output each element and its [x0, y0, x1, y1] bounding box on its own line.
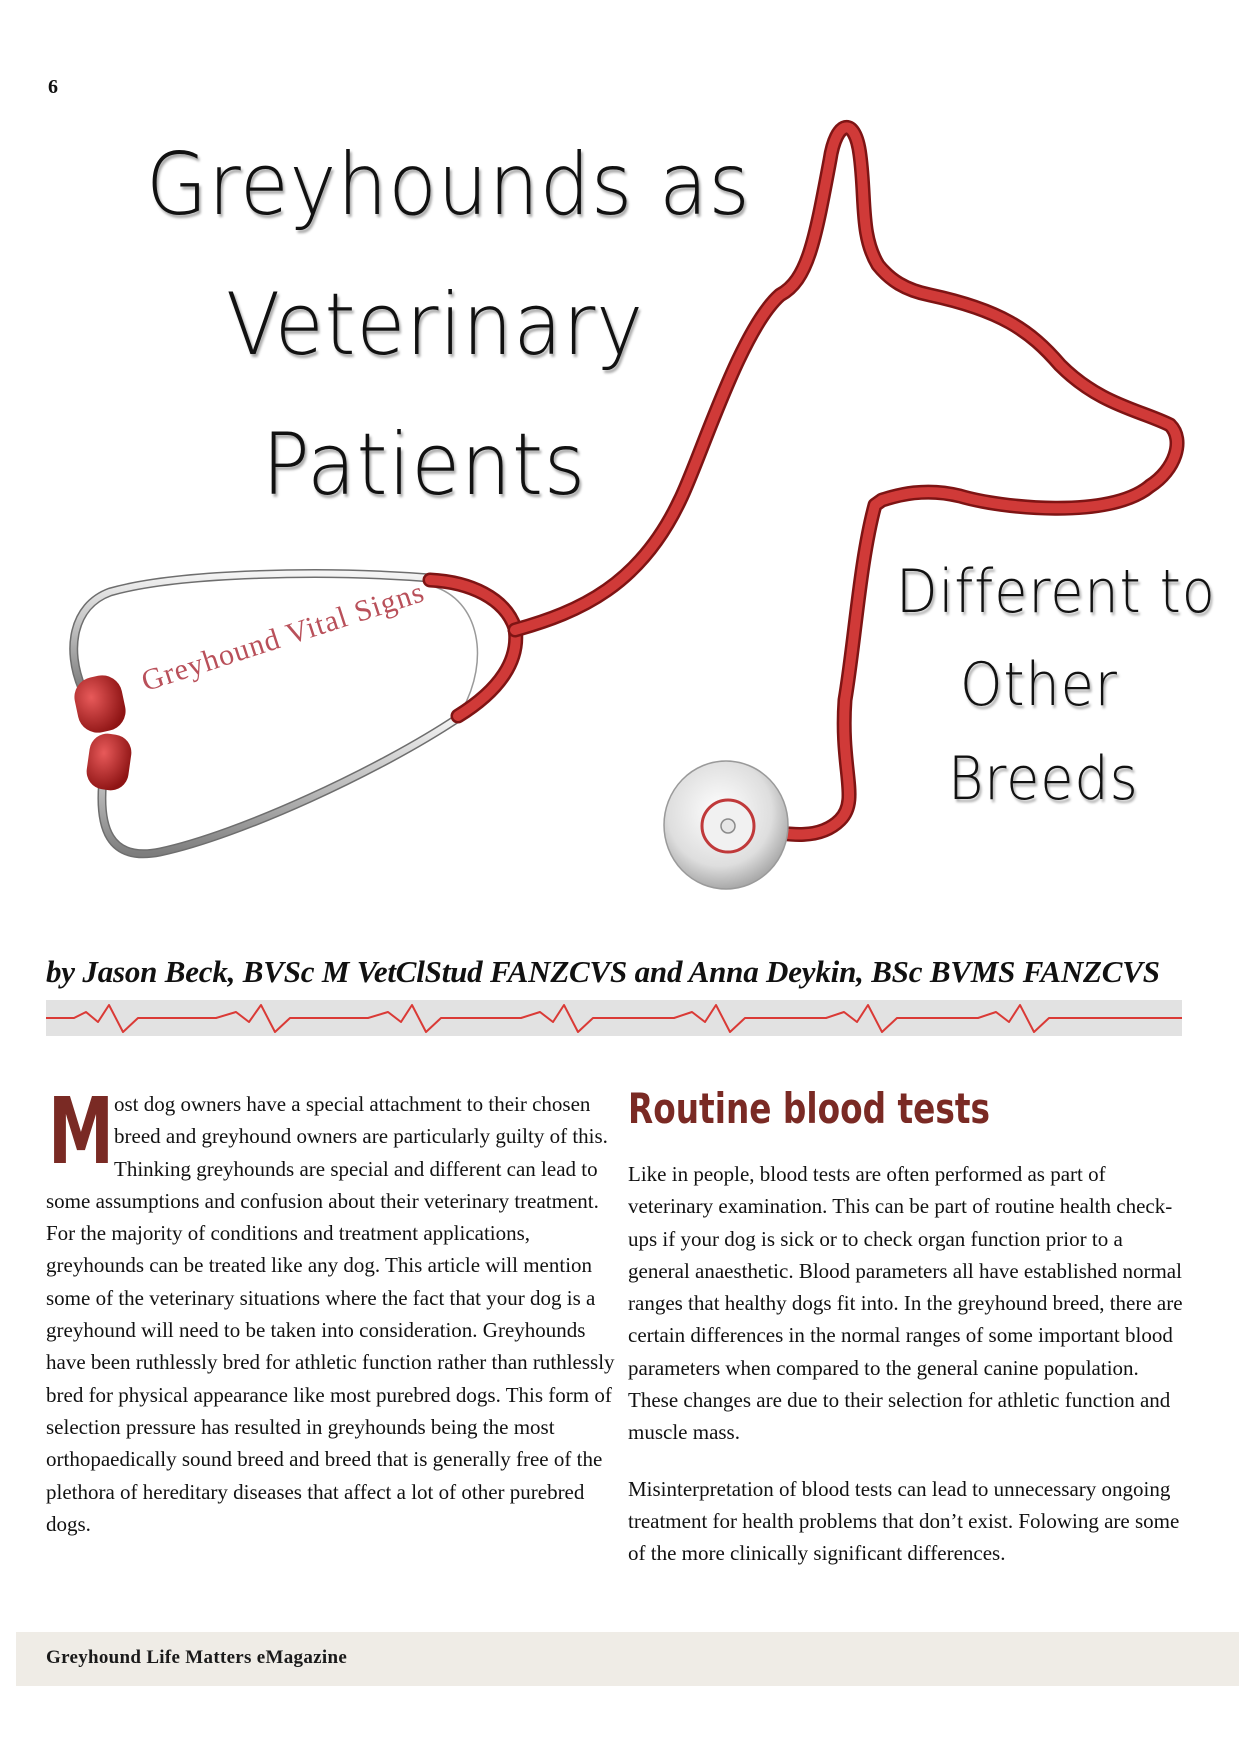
ekg-divider: [46, 1000, 1182, 1036]
binaural-tubes: [74, 574, 478, 854]
ear-tips: [71, 672, 134, 793]
page-number: 6: [48, 76, 58, 98]
body-paragraph: Misinterpretation of blood tests can lead to unnecessary ongoing treatment for health problems that don’t exist. Folowing are some of the more clinically significant differences.: [628, 1476, 1180, 1566]
subtitle-line-1: Different to: [896, 557, 1216, 627]
subtitle-line-2: Other: [960, 650, 1118, 720]
title-line-1: Greyhounds as: [146, 135, 751, 235]
left-column: [46, 1078, 616, 1540]
stethoscope-chest-piece: [664, 761, 788, 889]
magazine-name: Greyhound Life Matters eMagazine: [46, 1647, 348, 1668]
subtitle-line-3: Breeds: [948, 744, 1139, 814]
stethoscope-label: Greyhound Vital Signs: [137, 575, 429, 699]
author-byline: by Jason Beck, BVSc M VetClStud FANZCVS and Anna Deykin, BSc BVMS FANZCVS: [46, 954, 1160, 989]
right-column: [628, 1084, 1188, 1594]
section-heading: Routine blood tests: [628, 1084, 990, 1133]
title-line-2: Veterinary: [226, 275, 645, 375]
drop-cap: M: [48, 1078, 114, 1185]
body-paragraph: Like in people, blood tests are often performed as part of veterinary examination. This can be part of routine health check-ups if your dog is sick or to check organ function prior to a general anaesthetic. Blood parameters all have established normal ranges that healthy dogs fit into. In the greyhound breed, there are certain differences in the normal ranges of some important blood parameters when compared to the general canine population. These changes are due to their selection for athletic function and muscle mass.: [628, 1162, 1183, 1445]
page-footer: [16, 1632, 1239, 1686]
heartbeat-line-icon: [46, 1000, 1182, 1036]
intro-paragraph: ost dog owners have a special attachment to their chosen breed and greyhound owners are particularly guilty of this. Thinking greyhounds are special and different can lead to some assumptions and confusion about their veterinary treatment. For the majority of conditions and treatment applications, greyhounds can be treated like any dog. This article will mention some of the veterinary situations where the fact that your dog is a greyhound will need to be taken into consideration. Greyhounds have been ruthlessly bred for athletic function rather than ruthlessly bred for physical appearance like most purebred dogs. This form of selection pressure has resulted in greyhounds being the most orthopaedically sound breed and breed that is generally free of the plethora of hereditary diseases that affect a lot of other purebred dogs.: [46, 1092, 615, 1536]
title-line-3: Patients: [262, 415, 587, 515]
